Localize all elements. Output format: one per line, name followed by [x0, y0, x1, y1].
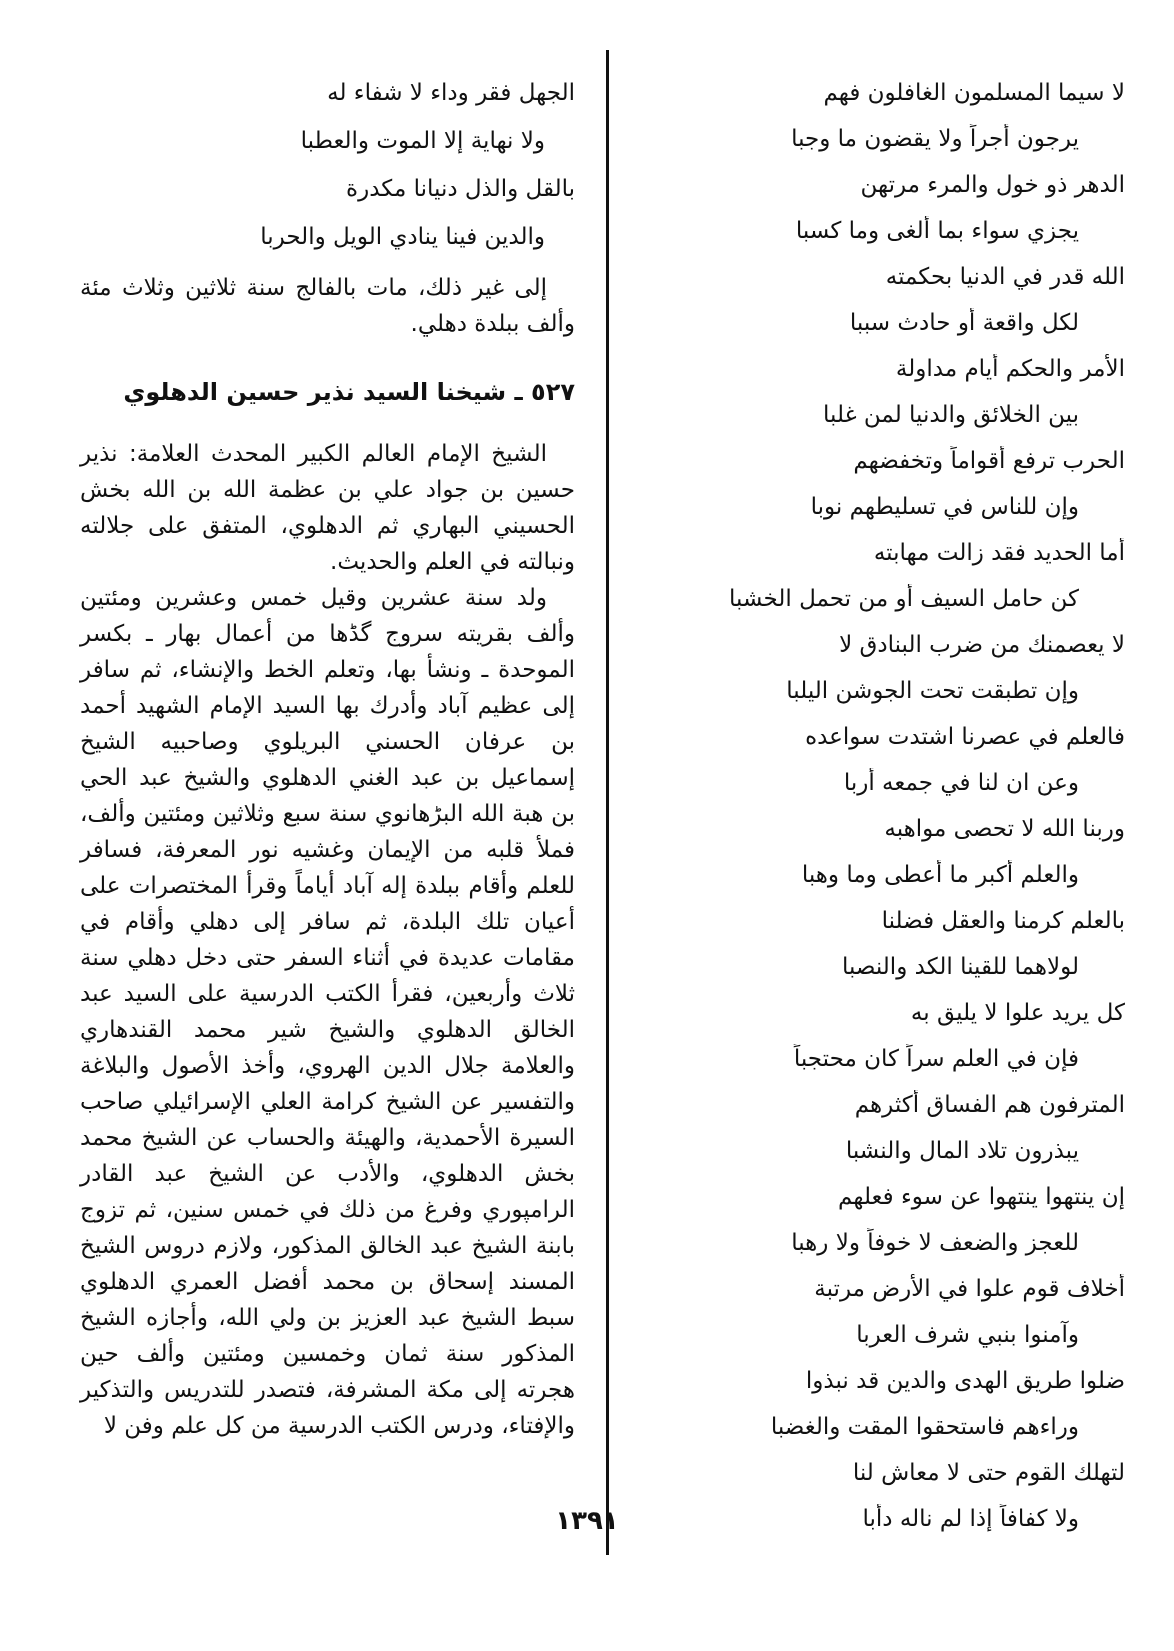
verse-line: الجهل فقر وداء لا شفاء له: [327, 80, 575, 106]
verse-line: يجزي سواء بما ألغى وما كسبا: [795, 218, 1079, 244]
verse-line: ولا نهاية إلا الموت والعطبا: [300, 128, 545, 154]
verse-line: أخلاف قوم علوا في الأرض مرتبة: [814, 1276, 1125, 1302]
verse-line: كن حامل السيف أو من تحمل الخشبا: [729, 586, 1079, 612]
verse-line: ضلوا طريق الهدى والدين قد نبذوا: [805, 1368, 1125, 1394]
verse-line: الله قدر في الدنيا بحكمته: [885, 264, 1125, 290]
verse-line: للعجز والضعف لا خوفاً ولا رهبا: [791, 1230, 1079, 1256]
verse-line: ولا كفافاً إذا لم ناله دأبا: [862, 1506, 1079, 1532]
verse-line: لكل واقعة أو حادث سببا: [849, 310, 1079, 336]
verse-line: وإن تطبقت تحت الجوشن اليلبا: [786, 678, 1079, 704]
verse-line: بالعلم كرمنا والعقل فضلنا: [881, 908, 1125, 934]
verse-line: فالعلم في عصرنا اشتدت سواعده: [805, 724, 1125, 750]
left-prose: [80, 270, 575, 1444]
verse-line: كل يريد علوا لا يليق به: [910, 1000, 1125, 1026]
verse-line: المترفون هم الفساق أكثرهم: [854, 1092, 1125, 1118]
verse-line: وربنا الله لا تحصى مواهبه: [884, 816, 1125, 842]
left-poem: [80, 78, 575, 270]
bio-paragraph: الشيخ الإمام العالم الكبير المحدث العلامة: نذير حسين بن جواد علي بن عظمة الله بن الله بخش الحسيني البهاري ثم الدهلوي، المتفق على جلالته ونبالته في العلم والحديث.: [80, 441, 575, 575]
verse-line: لولاهما للقينا الكد والنصبا: [841, 954, 1079, 980]
verse-line: وإن للناس في تسليطهم نوبا: [810, 494, 1079, 520]
verse-line: الحرب ترفع أقواماً وتخفضهم: [853, 448, 1125, 474]
verse-line: وآمنوا بنبي شرف العربا: [856, 1322, 1079, 1348]
verse-line: والدين فينا ينادي الويل والحربا: [260, 224, 545, 250]
verse-line: بالقل والذل دنيانا مكدرة: [346, 176, 575, 202]
birth-paragraph: ولد سنة عشرين وقيل خمس وعشرين ومئتين وألف بقريته سروج گڈھا من أعمال بهار ـ بكسر الموحدة ـ ونشأ بها، وتعلم الخط والإنشاء، ثم سافر إلى عظيم آباد وأدرك بها السيد الإمام الشهيد أحمد بن عرفان الحسني البريلوي وصاحبيه الشيخ إسماعيل بن عبد الغني الدهلوي والشيخ عبد الحي بن هبة الله البڑهانوي سنة سبع وثلاثين ومئتين وألف، فملأ قلبه من الإيمان وغشيه نور المعرفة، فسافر للعلم وأقام ببلدة إله آباد أياماً وقرأ المختصرات على أعيان تلك البلدة، ثم سافر إلى دهلي وأقام في مقامات عديدة في أثناء السفر حتى دخل دهلي سنة ثلاث وأربعين، فقرأ الكتب الدرسية على السيد عبد الخالق الدهلوي والشيخ شير محمد القندهاري والعلامة جلال الدين الهروي، وأخذ الأصول والبلاغة والتفسير عن الشيخ كرامة العلي الإسرائيلي صاحب السيرة الأحمدية، والهيئة والحساب عن الشيخ محمد بخش الدهلوي، والأدب عن الشيخ عبد القادر الرامپوري وفرغ من ذلك في خمس سنين، ثم تزوج بابنة الشيخ عبد الخالق المذكور، ولازم دروس الشيخ المسند إسحاق بن محمد أفضل العمري الدهلوي سبط الشيخ عبد العزيز بن ولي الله، وأجازه الشيخ المذكور سنة ثمان وخمسين ومئتين وألف حين هجرته إلى مكة المشرفة، فتصدر للتدريس والتذكير والإفتاء، ودرس الكتب الدرسية من كل علم وفن لا: [80, 585, 575, 1439]
verse-line: لا يعصمنك من ضرب البنادق لا: [839, 632, 1125, 658]
verse-line: الدهر ذو خول والمرء مرتهن: [860, 172, 1125, 198]
verse-line: لتهلك القوم حتى لا معاش لنا: [852, 1460, 1125, 1486]
page-number: ١٣٩١: [555, 1506, 619, 1536]
verse-line: فإن في العلم سراً كان محتجباً: [793, 1046, 1079, 1072]
verse-line: الأمر والحكم أيام مداولة: [895, 356, 1125, 382]
right-column-poem: [635, 78, 1125, 1550]
verse-line: أما الحديد فقد زالت مهابته: [873, 540, 1125, 566]
column-divider: [606, 50, 609, 1555]
death-paragraph: إلى غير ذلك، مات بالفالج سنة ثلاثين وثلاث مئة وألف ببلدة دهلي.: [80, 275, 575, 337]
verse-line: وراءهم فاستحقوا المقت والغضبا: [770, 1414, 1079, 1440]
left-column: [80, 78, 575, 1444]
verse-line: إن ينتهوا ينتهوا عن سوء فعلهم: [838, 1184, 1125, 1210]
entry-heading: ٥٢٧ ـ شيخنا السيد نذير حسين الدهلوي: [123, 378, 575, 406]
verse-line: يرجون أجراً ولا يقضون ما وجبا: [791, 126, 1079, 152]
verse-line: لا سيما المسلمون الغافلون فهم: [823, 80, 1125, 106]
verse-line: والعلم أكبر ما أعطى وما وهبا: [801, 862, 1079, 888]
verse-line: بين الخلائق والدنيا لمن غلبا: [823, 402, 1079, 428]
verse-line: يبذرون تلاد المال والنشبا: [845, 1138, 1079, 1164]
verse-line: وعن ان لنا في جمعه أربا: [843, 770, 1079, 796]
